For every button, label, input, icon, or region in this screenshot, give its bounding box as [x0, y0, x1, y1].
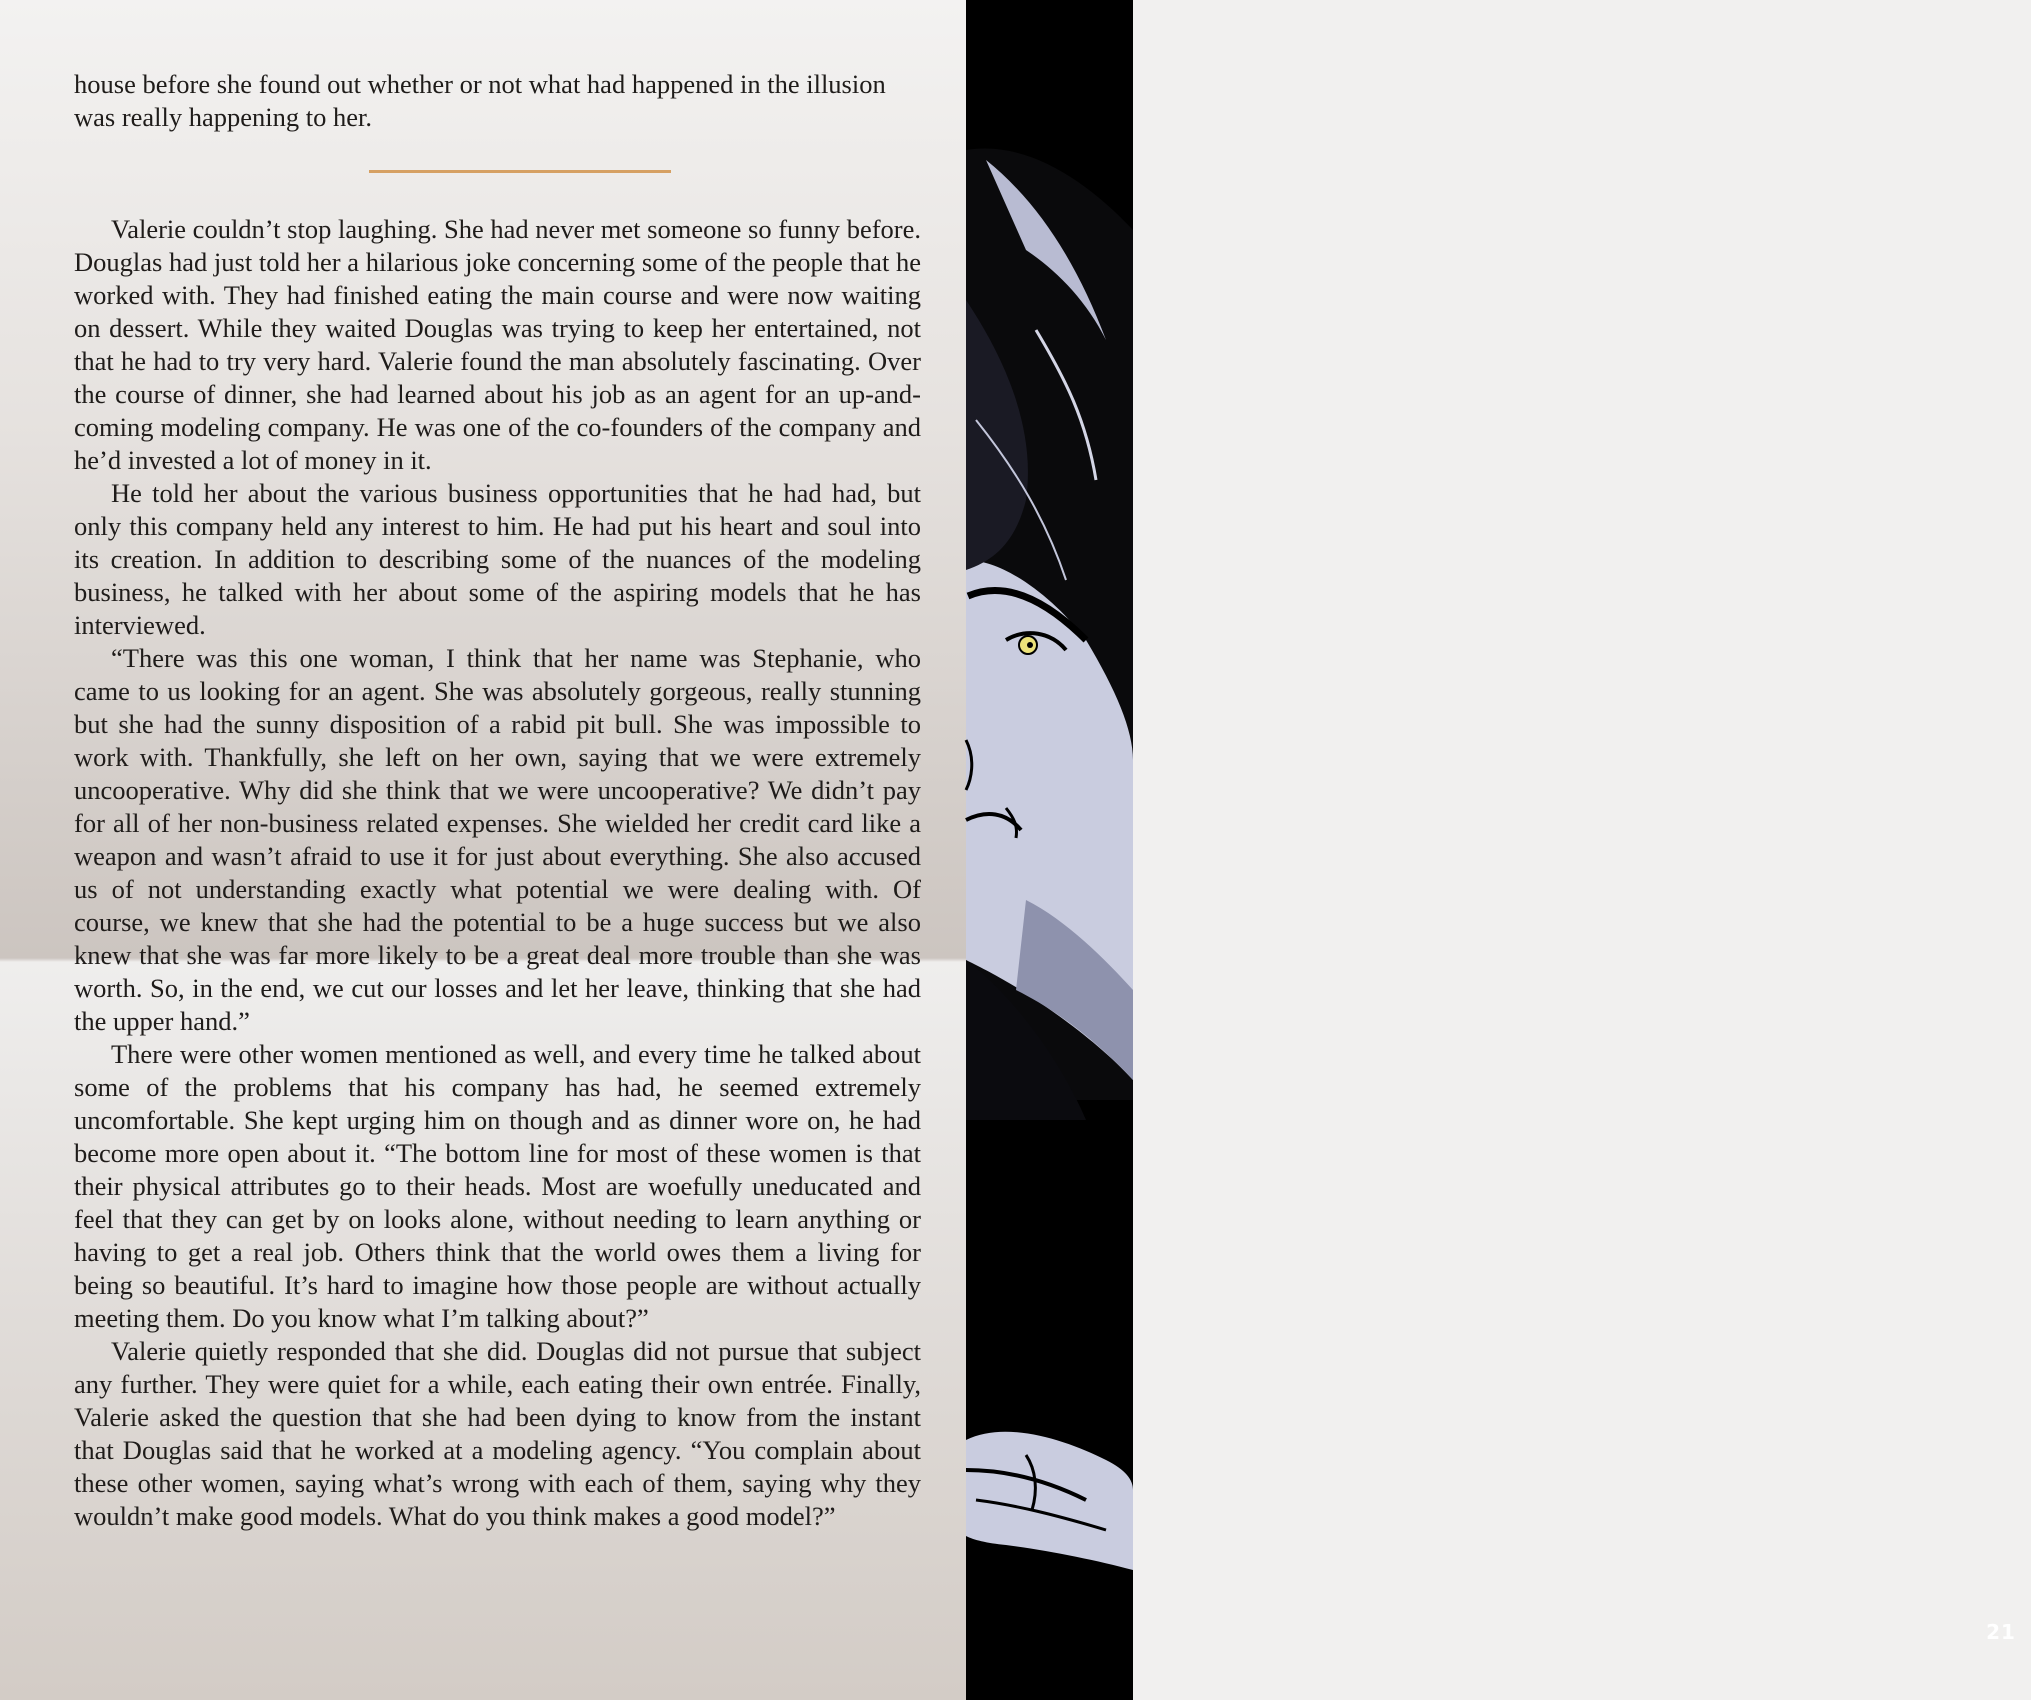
paragraph-continuation: house before she found out whether or not what had happened in the illusion was really happening to her.	[74, 69, 886, 132]
page-number: 21	[1986, 1620, 2016, 1644]
comic-illustration-strip	[966, 0, 2016, 1700]
book-page	[0, 0, 966, 1700]
paragraph: Valerie quietly responded that she did. Douglas did not pursue that subject any further. They were quiet for a while, each eating their own entrée. Finally, Valerie asked the question that she had been dying to know from the instant that Douglas said that he worked at a modeling agency. “You complain about these other women, saying what’s wrong with each of them, saying why they wouldn’t make good models. What do you think makes a good model?”	[74, 1336, 921, 1531]
paragraph: Valerie couldn’t stop laughing. She had never met someone so funny before. Douglas had just told her a hilarious joke concerning some of the people that he worked with. They had finished eating the main course and were now waiting on dessert. While they waited Douglas was trying to keep her entertained, not that he had to try very hard. Valerie found the man absolutely fascinating. Over the course of dinner, she had learned about his job as an agent for an up-and-coming modeling company. He was one of the co-founders of the company and he’d invested a lot of money in it.	[74, 214, 921, 475]
comic-face-illustration	[966, 0, 1133, 1700]
paragraph: He told her about the various business opportunities that he had had, but only this company held any interest to him. He had put his heart and soul into its creation. In addition to describing some of the nuances of the modeling business, he talked with her about some of the aspiring models that he has interviewed.	[74, 478, 921, 640]
section-divider	[369, 170, 671, 173]
text-column	[74, 68, 921, 1533]
paragraph: “There was this one woman, I think that her name was Stephanie, who came to us looking for an agent. She was absolutely gorgeous, really stunning but she had the sunny disposition of a rabid pit bull. She was impossible to work with. Thankfully, she left on her own, saying that we were extremely uncooperative. Why did she think that we were uncooperative? We didn’t pay for all of her non-business related expenses. She wielded her credit card like a weapon and wasn’t afraid to use it for just about everything. She also accused us of not understanding exactly what potential we were dealing with. Of course, we knew that she had the potential to be a huge success but we also knew that she was far more likely to be a great deal more trouble than she was worth. So, in the end, we cut our losses and let her leave, thinking that she had the upper hand.”	[74, 643, 921, 1036]
paragraph: There were other women mentioned as well, and every time he talked about some of the problems that his company has had, he seemed extremely uncomfortable. She kept urging him on though and as dinner wore on, he had become more open about it. “The bottom line for most of these women is that their physical attributes go to their heads. Most are woefully uneducated and feel that they can get by on looks alone, without needing to learn anything or having to get a real job. Others think that the world owes them a living for being so beautiful. It’s hard to imagine how those people are without actually meeting them. Do you know what I’m talking about?”	[74, 1039, 921, 1333]
